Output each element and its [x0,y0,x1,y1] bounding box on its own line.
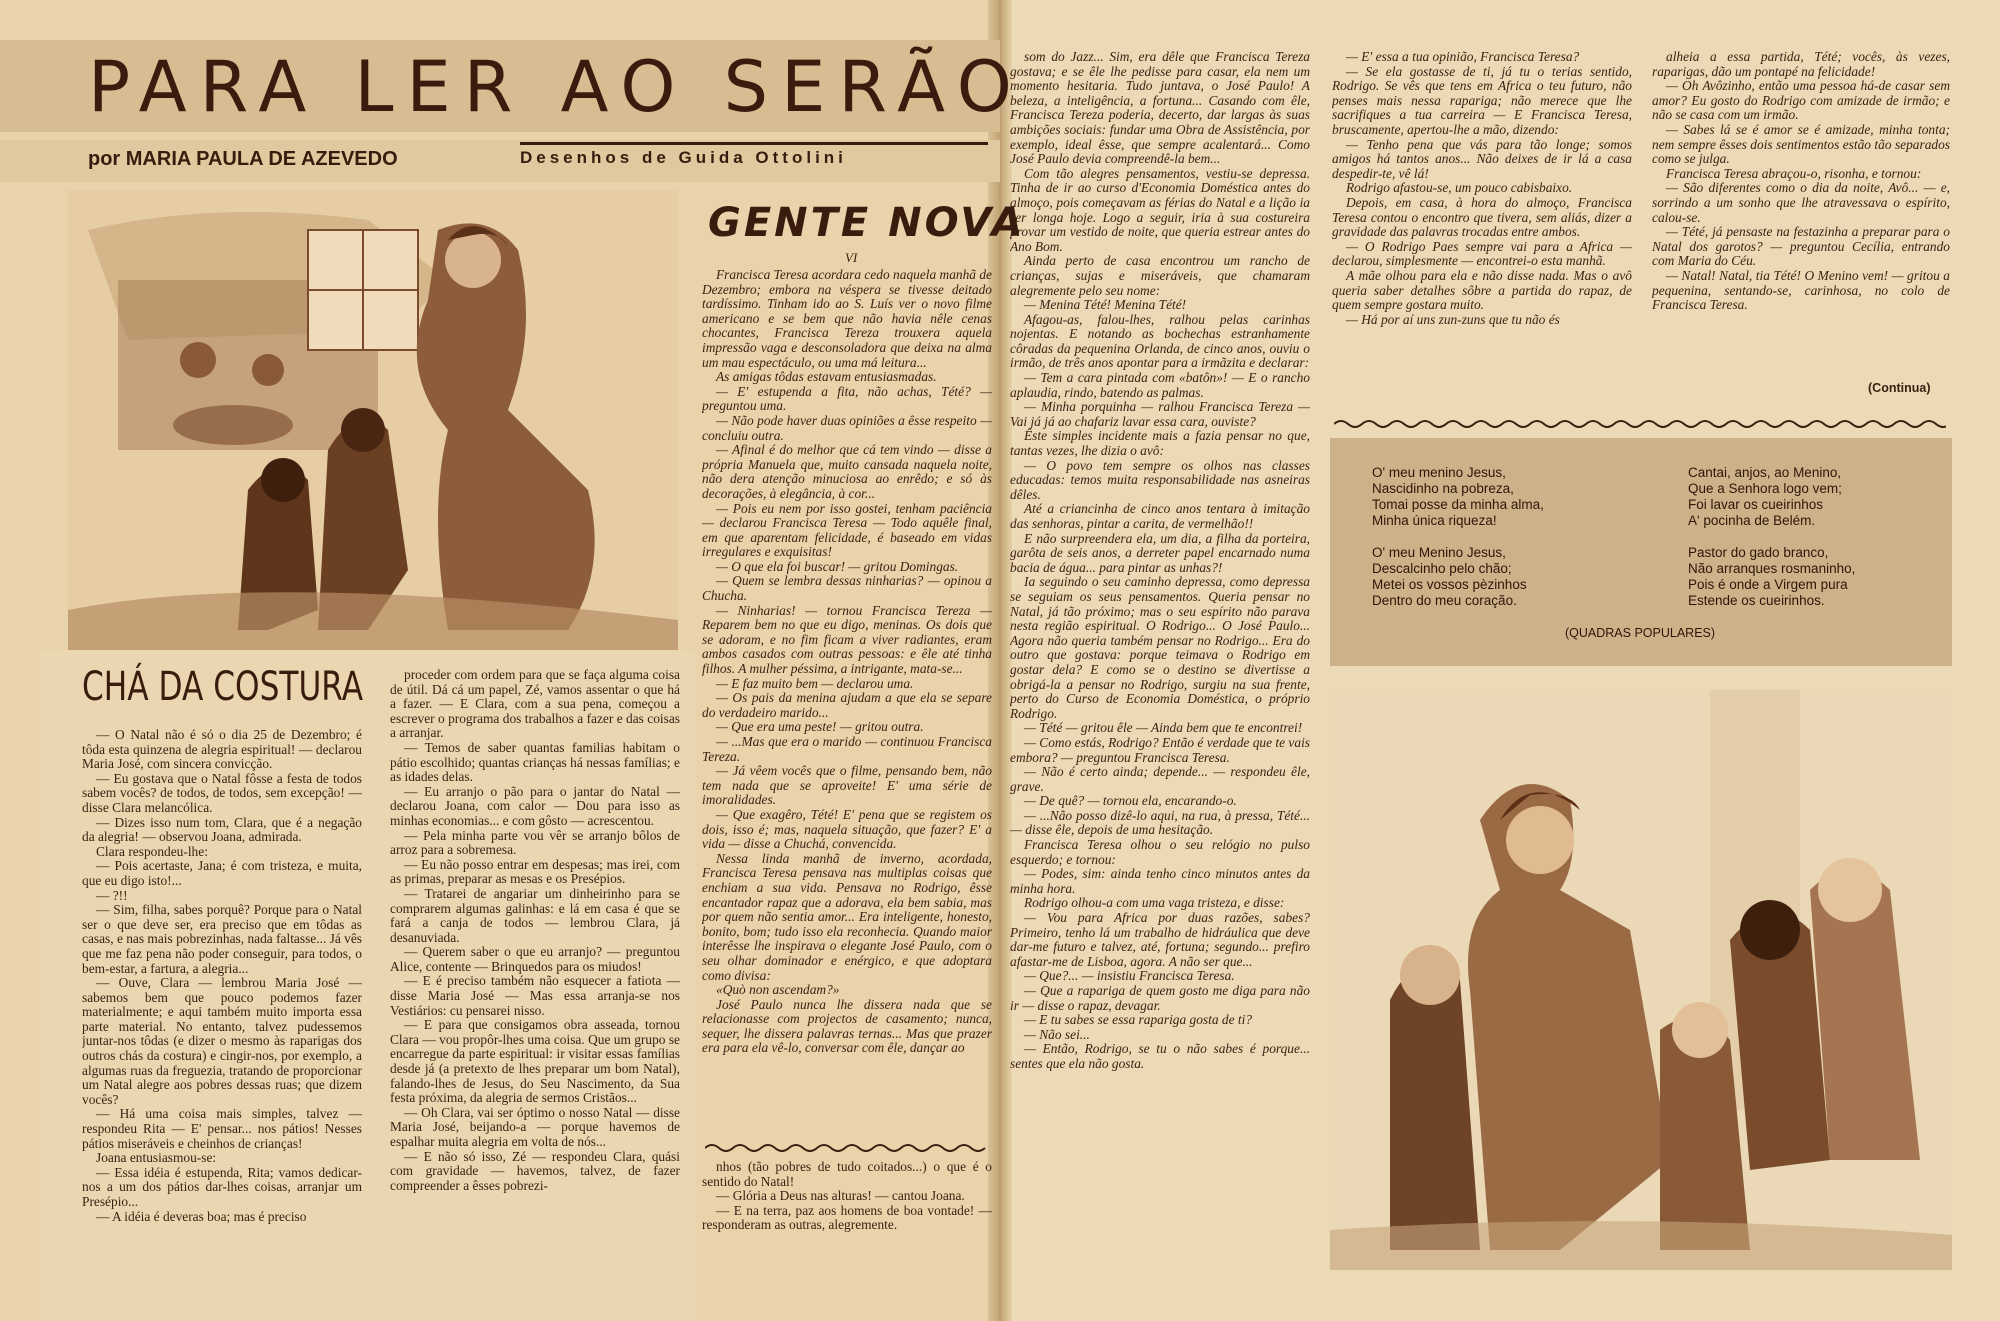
paragraph: — E' estupenda a fita, não achas, Tété? — preguntou uma. [702,383,992,414]
paragraph: — E na terra, paz aos homens de boa vontade! — responderam as outras, alegremente. [702,1202,992,1233]
paragraph: proceder com ordem para que se faça alguma coisa de útil. Dá cá um papel, Zé, vamos assentar o que há a fazer. — E Clara, com a sua pena, começou a escrever o programa dos trabalhos a fazer e das coisas a arranjar. [390,668,680,741]
paragraph: — Eu não posso entrar em despesas; mas irei, com as primas, preparar as mesas e os Presépios. [390,856,680,887]
paragraph: — Tem a cara pintada com «batôn»! — E o rancho aplaudia, rindo, batendo as palmas. [1010,370,1310,400]
cha-da-costura-column-2 [390,668,680,1313]
paragraph: Nessa linda manhã de inverno, acordada, Francisca Teresa pensava nas multiplas coisas que enchiam a sua vida. Pensava no Rodrigo, êsse encantador rapaz que a adorava, ela bem sabia, mas por quem não sentia amor... Era inteligente, honesto, bonito, bom; tudo isso ela reconhecia. Quando maior interêsse lhe inspirava o elegante José Paulo, com o seu olhar dominador e enérgico, e que adoptara como divisa: [702,850,992,983]
paragraph: — Como estás, Rodrigo? Então é verdade que te vais embora? — preguntou Francisca Teresa. [1010,734,1310,765]
children-illustration [1330,690,1952,1270]
paragraph: — Pois acertaste, Jana; é com tristeza, e muita, que eu digo isto!... [82,858,362,888]
paragraph: — Quem se lembra dessas ninharias? — opinou a Chucha. [702,573,992,604]
paragraph: — Sim, filha, sabes porquê? Porque para o Natal ser o que deve ser, era preciso que em tôdas as casas, e nas mais pobrezinhas, nada faltasse... Já vês que me faz pena não poder conseguir, para todos, o bem-estar, a fartura, a alegria... [82,902,362,976]
paragraph: — Oh Clara, vai ser óptimo o nosso Natal — disse Maria José, beijando-a — porque havemos de espalhar muita alegria em volta de nós... [390,1104,680,1149]
paragraph: — Não é certo ainda; depende... — respondeu êle, grave. [1010,764,1310,794]
paragraph: nhos (tão pobres de tudo coitados...) o que é o sentido do Natal! [702,1160,992,1189]
paragraph: — Sabes lá se é amor se é amizade, minha tonta; nem sempre êsses dois sentimentos estão tão separados como se julga. [1652,121,1950,167]
paragraph: Afagou-as, falou-lhes, ralhou pelas carinhas nojentas. E notando as bochechas estranhamente côradas da pequenina Orlanda, de cinco anos, ouviu o irmão, de três anos apontar para a irmãzita e declarar: [1010,311,1310,371]
paragraph: — Natal! Natal, tia Tété! O Menino vem! — gritou a pequenina, sentando-se, carinhosa, no colo de Francisca Teresa. [1652,267,1950,313]
quadras-left: O' meu menino Jesus, Nascidinho na pobreza, Tomai posse da minha alma, Minha única riqueza! O' meu Menino Jesus, Descalcinho pelo chão; Metei os vossos pèzinhos Dentro do meu coração. [1372,465,1544,608]
section-title-gente-nova: GENTE NOVA [708,200,1026,246]
credit-rule [520,142,988,145]
paragraph: As amigas tôdas estavam entusiasmadas. [716,369,937,385]
paragraph: — Tenho pena que vás para tão longe; somos amigos há tantos anos... Não deixes de ir lá a casa despedir-te, vê lá! [1332,136,1632,181]
paragraph: — Dizes isso num tom, Clara, que é a negação da alegria! — observou Joana, admirada. [82,814,362,845]
paragraph: alheia a essa partida, Tété; vocês, às vezes, raparigas, dão um pontapé na felicidade! [1652,50,1950,79]
paragraph: — Temos de saber quantas familias habitam o pátio escolhido; quantas crianças há nessas famílias; e as idades delas. [390,739,680,785]
paragraph: — São diferentes como o dia da noite, Avô... — e, sorrindo a um sonho que lhe atravessava o espírito, calou-se. [1652,180,1950,225]
cha-da-costura-column-3 [702,1160,992,1310]
paragraph: — Minha porquinha — ralhou Francisca Tereza — Vai já já ao chafariz lavar essa cara, ouviste? [1010,399,1310,429]
gente-nova-column-2 [1010,50,1310,1315]
paragraph: — Então, Rodrigo, se tu o não sabes é porque... sentes que ela não gosta. [1010,1041,1310,1071]
paragraph: — Ninharias! — tornou Francisca Tereza — Reparem bem no que eu digo, meninas. Os dois que se adoram, e no fim ficam a viver radiantes, eram ambos casados com outras pessoas: e êle até tinha filhos. A mulher péssima, a intrigante, mata-se... [702,602,992,677]
paragraph: Depois, em casa, à hora do almoço, Francisca Teresa contou o encontro que tivera, sem aliás, dizer a gravidade das palavras trocadas entre ambos. [1332,194,1632,240]
paragraph: — Vou para Africa por duas razões, sabes? Primeiro, tenho lá um trabalho de hidráulica que deve dar-me futuro e talvez, até, fortuna; segundo... prefiro afastar-me de Lisboa, agora. A não ser que... [1010,910,1310,969]
paragraph: — Que a rapariga de quem gosto me diga para não ir — disse o rapaz, devagar. [1010,983,1310,1013]
paragraph: A mãe olhou para ela e não disse nada. Mas o avô queria saber detalhes sôbre a partida do rapaz, de quem sempre gostara muito. [1332,267,1632,313]
paragraph: — Pela minha parte vou vêr se arranjo bôlos de arroz para a sobremesa. [390,827,680,858]
paragraph: — O povo tem sempre os olhos nas classes educadas: temos muita responsabilidade nas asneiras dêles. [1010,457,1310,502]
paragraph: — E faz muito bem — declarou uma. [716,675,914,691]
paragraph: — Glória a Deus nas alturas! — cantou Joana. [716,1188,965,1204]
paragraph: — Menina Tété! Menina Tété! [1024,297,1187,313]
paragraph: — Não pode haver duas opiniões a êsse respeito — concluiu outra. [702,412,992,443]
paragraph: Joana entusiasmou-se: [96,1150,217,1166]
paragraph: — Querem saber o que eu arranjo? — preguntou Alice, contente — Brinquedos para os miudos! [390,944,680,974]
paragraph: — E tu sabes se essa rapariga gosta de ti? [1024,1012,1253,1028]
paragraph: Ia seguindo o seu caminho depressa, como depressa se seguiam os seus pensamentos. Queria pensar no Natal, já tão próximo; mas o seu espírito não parava nesta região espiritual. O Rodrigo... O José Paulo... Agora não queria também pensar no Rodrigo... Era do outro que gostava: porque teimava o Rodrigo em gostar dela? E como se o destino se divertisse a obrigá-la a pensar no Rodrigo, surgiu na sua frente, perto do Curso de Economia Doméstica, o próprio Rodrigo. [1010,574,1310,721]
paragraph: Rodrigo afastou-se, um pouco cabisbaixo. [1346,180,1573,196]
paragraph: — Ouve, Clara — lembrou Maria José — sabemos bem que pouco podemos fazer materialmente; e aqui também muito importa essa parte material. No entanto, talvez pudessemos juntar-nos tôdas (e dizer o mesmo às raparigas dos outros chás da costura) e cingir-nos, por exemplo, a algumas ruas da freguezia, tratando de proporcionar um Natal alegre aos pobres dessas ruas; que dizem vocês? [82,975,362,1107]
gente-nova-column-3 [1332,50,1632,395]
paragraph: — Que?... — insistiu Francisca Teresa. [1024,968,1235,984]
paragraph: Ainda perto de casa encontrou um rancho de crianças, sujas e miseráveis, que chamaram alegremente pelo seu nome: [1010,253,1310,298]
quadras-right: Cantai, anjos, ao Menino, Que a Senhora logo vem; Foi lavar os cueirinhos A' pocinha de Belém. Pastor do gado branco, Não arranques rosmaninho, Pois é onde a Virgem pura Estende os cueirinhos. [1688,465,1856,608]
page-title: PARA LER AO SERÃO [88,46,1025,128]
paragraph: — De quê? — tornou ela, encarando-o. [1024,793,1237,809]
paragraph: — Que era uma peste! — gritou outra. [716,719,924,735]
paragraph: — ?!! [96,887,128,903]
paragraph: — E para que consigamos obra asseada, tornou Clara — vou propôr-lhes uma coisa. Que um grupo se encarregue da parte espiritual: ir visitar essas famílias desde já (a pretexto de lhes preparar um bom Natal), falando-lhes de Jesus, do Seu Nascimento, da Sua festa próxima, da alegria de sermos Cristãos... [390,1017,680,1106]
paragraph: — Tété, já pensaste na festazinha a preparar para o Natal dos garotos? — preguntou Cecília, entrando com Maria do Céu. [1652,224,1950,269]
paragraph: — Há uma coisa mais simples, talvez — respondeu Rita — E' pensar... nos pátios! Nesses pátios miseráveis e cheinhos de crianças! [82,1106,362,1151]
paragraph: — Tété — gritou êle — Ainda bem que te encontrei! [1024,720,1303,736]
paragraph: — Tratarei de angariar um dinheirinho para se comprarem algumas galinhas: e lá em casa é que se fará a canja de todos — lembrou Clara, já desanuviada. [390,885,680,945]
paragraph: — Oh Avôzinho, então uma pessoa há-de casar sem amor? Eu gosto do Rodrigo com amizade de irmão; e não se casa com um irmão. [1652,78,1950,123]
paragraph: — E não só isso, Zé — respondeu Clara, quási com gravidade — havemos, talvez, de fazer compreender a êsses pobrezi- [390,1148,680,1193]
paragraph: Rodrigo olhou-a com uma vaga tristeza, e disse: [1024,895,1285,911]
paragraph: José Paulo nunca lhe dissera nada que se relacionasse com projectos de casamento; nunca, sequer, lhe dissera palavras ternas... Mas que prazer era para ela vê-lo, conversar com êle, dançar ao [702,996,992,1056]
paragraph: — E é preciso também não esquecer a fatiota — disse Maria José — Mas essa arranja-se nos Vestiários: cu pensarei nisso. [390,973,680,1018]
paragraph: som do Jazz... Sim, era dêle que Francisca Tereza gostava; e se êle lhe pedisse para casar, ela nem um momento hesitaria. Tudo juntava, o José Paulo! A beleza, a inteligência, a fortuna... Casando com êle, Francisca Tereza poderia, decerto, dar largas às suas ambições sociais: fundar uma Obra de Assistência, por exemplo, ideal êsse, que sempre acalentará... Como José Paulo devia compreendê-la bem... [1010,50,1310,167]
paragraph: «Quò non ascendam?» [716,982,840,998]
paragraph: — O que ela foi buscar! — gritou Domingas. [716,558,959,574]
paragraph: — Não sei... [1024,1026,1090,1042]
paragraph: — O Rodrigo Paes sempre vai para a Africa — declarou, simplesmente — encontrei-o esta manhã. [1332,238,1632,269]
paragraph: — ...Não posso dizê-lo aqui, na rua, à pressa, Tété... — disse êle, depois de uma hesitação. [1010,807,1310,838]
continued-note: (Continua) [1868,381,1931,395]
paragraph: — Já vêem vocês que o filme, pensando bem, não tem nada que se aproveite! E' uma série de imoralidades. [702,763,992,808]
paragraph: — Se ela gostasse de ti, já tu o terias sentido, Rodrigo. Se vês que tens em Africa o teu futuro, não penses mais nessa rapariga; não merece que lhe sacrifiques a tua carreira — E Francisca Teresa, bruscamente, apertou-lhe a mão, dizendo: [1332,63,1632,137]
paragraph: — ...Mas que era o marido — continuou Francisca Tereza. [702,734,992,764]
wave-divider-right [1334,418,1946,430]
paragraph: Francisca Teresa olhou o seu relógio no pulso esquerdo; e tornou: [1010,837,1310,867]
author-byline: por MARIA PAULA DE AZEVEDO [88,148,398,170]
paragraph: — A idéia é deveras boa; mas é preciso [96,1208,307,1224]
paragraph: Êste simples incidente mais a fazia pensar no que, tantas vezes, lhe dizia o avô: [1010,428,1310,459]
paragraph: — Podes, sim: ainda tenho cinco minutos antes da minha hora. [1010,866,1310,896]
gente-nova-column-1 [702,268,992,1138]
paragraph: Francisca Teresa abraçou-o, risonha, e tornou: [1666,165,1922,181]
gente-nova-column-4 [1652,50,1950,380]
paragraph: Até a criancinha de cinco anos tentara à imitação das senhoras, pintar a carita, de vermelhão!! [1010,501,1310,531]
paragraph: — Pois eu nem por isso gostei, tenham paciência — declarou Francisca Teresa — Todo aquêle final, em que aparentam felicidade, é baseado em vidas irregulares e exquisitas! [702,500,992,560]
paragraph: — Eu arranjo o pão para o jantar do Natal — declarou Joana, com calor — Dou para isso as minhas economias... e com gôsto — acrescentou. [390,783,680,828]
paragraph: E não surpreendera ela, um dia, a filha da porteira, garôta de seis anos, a derreter papel encarnado numa bacia de água... para pintar as unhas?! [1010,530,1310,575]
nativity-illustration [68,190,678,650]
illustration-credit: Desenhos de Guida Ottolini [520,148,847,167]
paragraph: — O Natal não é só o dia 25 de Dezembro; é tôda esta quinzena de alegria espiritual! — declarou Maria José, com sincera convicção. [82,728,362,772]
paragraph: — Eu gostava que o Natal fôsse a festa de todos sabem vocês? de todos, de todos, sem excepção! — disse Clara melancólica. [82,770,362,815]
chapter-number: VI [845,250,858,265]
paragraph: — Que exagêro, Tété! E' pena que se registem os dois, isso é; mas, naquela situação, que fazer? E' a vida — disse a Chuchá, convencida. [702,806,992,852]
paragraph: Com tão alegres pensamentos, vestiu-se depressa. Tinha de ir ao curso d'Economia Doméstica antes do almoço, pois começavam as férias do Natal e a lição ia ser longa hoje. Logo a seguir, iria à sua costureira provar um vestido de noite, que queria estrear antes do Ano Bom. [1010,165,1310,254]
wave-divider [705,1142,990,1154]
cha-da-costura-column-1 [82,728,362,1313]
section-title-cha-da-costura: CHÁ DA COSTURA [82,664,364,710]
paragraph: — E' essa a tua opinião, Francisca Teresa? [1346,50,1580,64]
paragraph: Francisca Teresa acordara cedo naquela manhã de Dezembro; embora na véspera se tivesse deitado tardíssimo. Tinham ido ao S. Luís ver o novo filme americano e se bem que não havia nêle cenas chocantes, Francisca Tereza trouxera aquela impressão vaga e desconsoladora que deixa na alma um mau espectáculo, ou uma má leitura... [702,268,992,370]
paragraph: — Essa idéia é estupenda, Rita; vamos dedicar-nos a um dos pátios dar-lhes coisas, arranjar um Presépio... [82,1164,362,1209]
paragraph: — Afinal é do melhor que cá tem vindo — disse a própria Manuela que, muito cansada naquela noite, não dera atenção minuciosa ao enrêdo; e só às decorações, à elegância, à cor... [702,442,992,501]
paragraph: — Os pais da menina ajudam a que ela se separe do verdadeiro marido... [702,690,992,720]
quadras-credit: (QUADRAS POPULARES) [1565,626,1716,640]
paragraph: — Há por aí uns zun-zuns que tu não és [1346,311,1560,327]
paragraph: Clara respondeu-lhe: [96,843,208,859]
